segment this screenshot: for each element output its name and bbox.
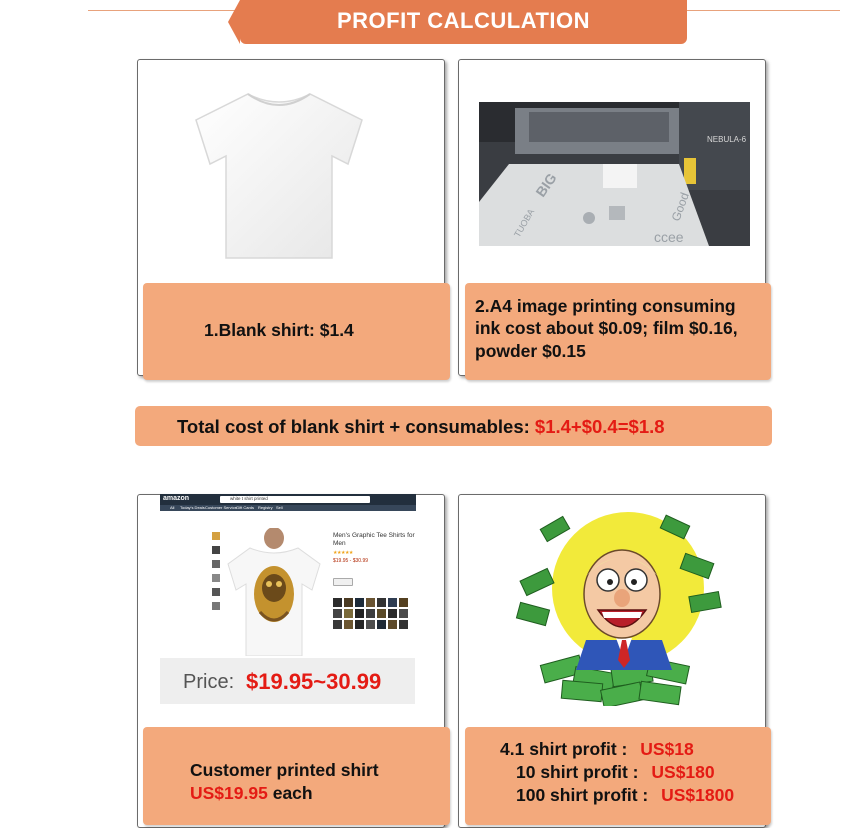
profit-row-3-label: 100 shirt profit :: [516, 785, 649, 805]
header-line-left: [88, 10, 248, 11]
profit-row-1: [500, 739, 694, 760]
price-value: $19.95~30.99: [246, 669, 382, 694]
store-nav-registry: Registry: [258, 505, 273, 510]
thumbnail-strip: [212, 532, 220, 632]
store-logo: amazon: [163, 495, 190, 502]
product-title: Men's Graphic Tee Shirts for Men: [333, 532, 415, 547]
profit-row-3: [516, 785, 734, 806]
svg-text:ccee: ccee: [654, 229, 684, 245]
profit-row-2-label: 10 shirt profit :: [516, 762, 639, 782]
profit-row-3-value: US$1800: [661, 785, 735, 805]
store-nav-sell: Sell: [276, 505, 283, 510]
svg-text:Good: Good: [668, 190, 692, 224]
header-line-right: [680, 10, 840, 11]
profit-caption: [465, 727, 771, 825]
listing-caption-line-2: [190, 782, 313, 804]
total-cost-label: Total cost of blank shirt + consumables:: [177, 416, 535, 437]
printer-label: NEBULA-6: [707, 135, 747, 144]
svg-text:TUOBA: TUOBA: [512, 207, 537, 239]
printed-tshirt-image: [224, 528, 324, 656]
store-nav-deals: Today's Deals: [180, 505, 205, 510]
store-header: [160, 494, 416, 505]
blank-shirt-caption-text: 1.Blank shirt: $1.4: [204, 320, 354, 340]
price-label: Price:: [183, 671, 235, 693]
store-nav: [160, 505, 416, 511]
svg-text:BIG: BIG: [532, 170, 560, 200]
printing-caption: [465, 283, 771, 380]
total-cost-bar: [135, 406, 772, 446]
profit-row-2-value: US$180: [651, 762, 715, 782]
price-box: [160, 658, 415, 704]
printing-caption-line-3: powder $0.15: [475, 341, 586, 361]
store-nav-service: Customer Service: [205, 505, 237, 510]
store-search-box: [220, 496, 370, 503]
header-banner: [240, 0, 687, 44]
money-cartoon-image: [512, 510, 724, 706]
store-search-text: white t shirt printed: [230, 496, 268, 501]
rating-stars: ★★★★★: [333, 550, 353, 556]
listing-caption-line-1: Customer printed shirt: [190, 760, 379, 780]
blank-shirt-caption: [143, 283, 450, 380]
listing-caption-price: US$19.95: [190, 783, 268, 803]
product-listing-screenshot: [160, 494, 416, 656]
color-swatch-grid: [333, 598, 411, 629]
profit-row-1-value: US$18: [640, 739, 694, 759]
listing-caption: [143, 727, 450, 825]
product-price-text: $19.95 - $30.99: [333, 558, 369, 564]
dtf-printer-image: [479, 102, 750, 246]
profit-row-1-label: 4.1 shirt profit :: [500, 739, 628, 759]
store-nav-all: All: [170, 505, 175, 510]
printing-caption-line-1: 2.A4 image printing consuming: [475, 296, 736, 316]
size-dropdown[interactable]: [333, 578, 353, 586]
store-nav-gift: Gift Cards: [236, 505, 255, 510]
listing-caption-each: each: [267, 783, 313, 803]
page-title: PROFIT CALCULATION: [336, 8, 590, 33]
profit-row-2: [516, 762, 715, 783]
printing-caption-line-2: ink cost about $0.09; film $0.16,: [475, 318, 738, 338]
total-cost-value: $1.4+$0.4=$1.8: [534, 416, 665, 437]
total-cost-text: [177, 416, 665, 438]
blank-tshirt-image: [186, 86, 372, 262]
